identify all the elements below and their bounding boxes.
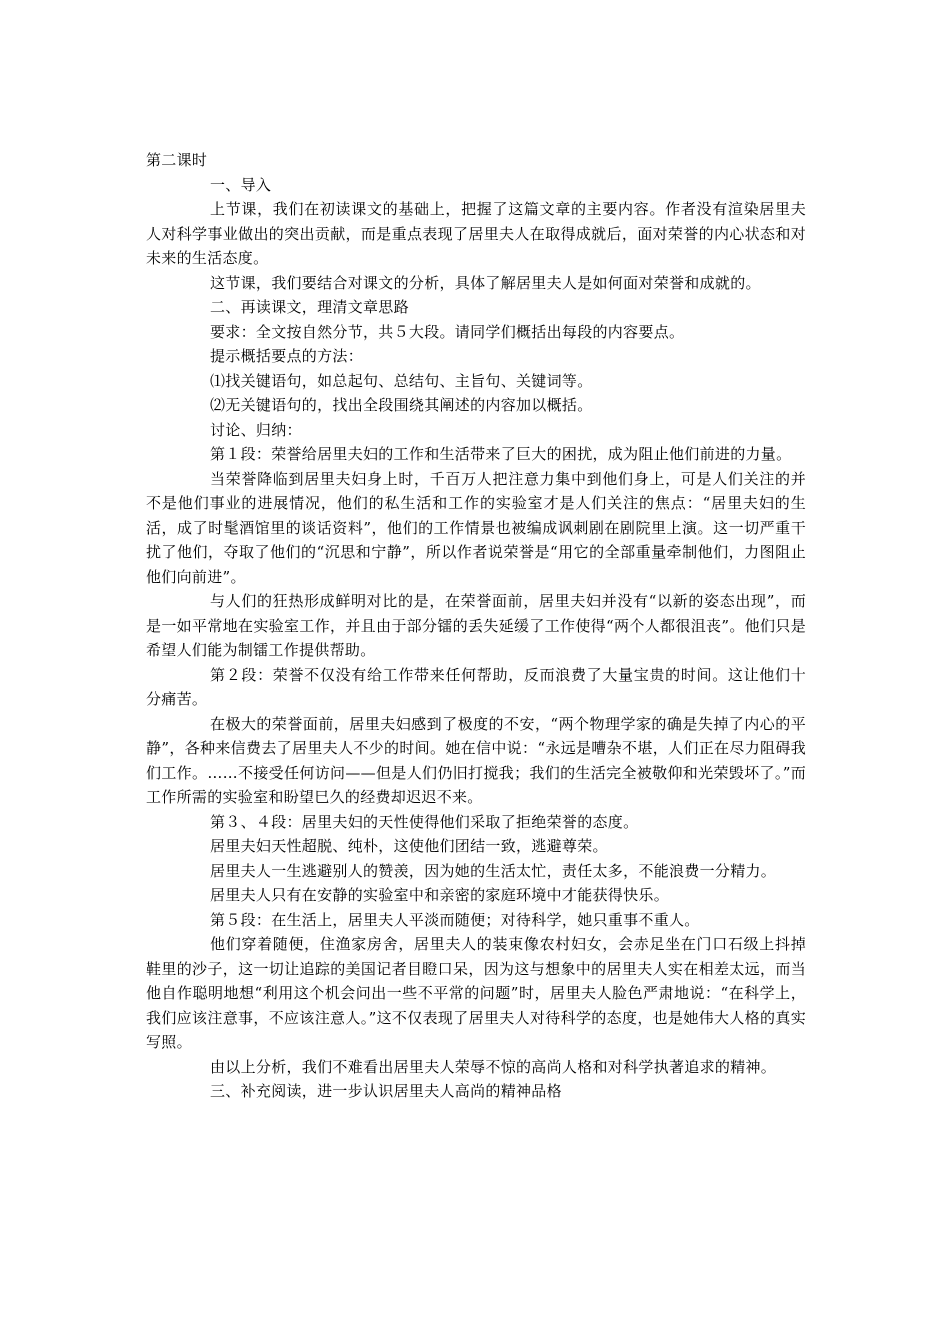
document-body bbox=[146, 148, 806, 1104]
lesson-title: 第二课时 bbox=[146, 151, 208, 169]
paragraph: 居里夫妇天性超脱、纯朴，这使他们团结一致，逃避尊荣。 bbox=[210, 837, 608, 855]
section-heading-supplement: 三、补充阅读，进一步认识居里夫人高尚的精神品格 bbox=[210, 1082, 562, 1100]
paragraph: 第１段：荣誉给居里夫妇的工作和生活带来了巨大的困扰，成为阻止他们前进的力量。 bbox=[210, 445, 792, 463]
paragraph: 第５段：在生活上，居里夫人平淡而随便；对待科学，她只重事不重人。 bbox=[210, 910, 700, 929]
paragraph: 讨论、归纳： bbox=[210, 420, 302, 439]
paragraph: 上节课，我们在初读课文的基础上，把握了这篇文章的主要内容。作者没有渲染居里夫人对科学事业做出的突出贡献，而是重点表现了居里夫人在取得成就后，面对荣誉的内心状态和对未来的生活态度。 bbox=[146, 200, 806, 267]
paragraph: 在极大的荣誉面前，居里夫妇感到了极度的不安，“两个物理学家的确是失掉了内心的平静”，各种来信费去了居里夫人不少的时间。她在信中说：“永远是嘈杂不堪，人们正在尽力阻碍我们工作。……不接受任何访问——但是人们仍旧打搅我；我们的生活完全被敬仰和光荣毁坏了。”而工作所需的实验室和盼望巳久的经费却迟迟不来。 bbox=[146, 714, 806, 806]
list-item: ⑵无关键语句的，找出全段围绕其阐述的内容加以概括。 bbox=[210, 396, 593, 414]
section-heading-intro: 一、导入 bbox=[210, 175, 272, 194]
section-heading-reread: 二、再读课文，理清文章思路 bbox=[210, 298, 409, 316]
paragraph: 第２段：荣誉不仅没有给工作带来任何帮助，反而浪费了大量宝贵的时间。这让他们十分痛苦。 bbox=[146, 665, 806, 708]
paragraph: 提示概括要点的方法： bbox=[210, 347, 364, 365]
list-item: ⑴找关键语句，如总起句、总结句、主旨句、关键词等。 bbox=[210, 371, 593, 390]
paragraph: 由以上分析，我们不难看出居里夫人荣辱不惊的高尚人格和对科学执著追求的精神。 bbox=[210, 1057, 777, 1076]
paragraph: 当荣誉降临到居里夫妇身上时，千百万人把注意力集中到他们身上，可是人们关注的并不是他们事业的进展情况，他们的私生活和工作的实验室才是人们关注的焦点：“居里夫妇的生活，成了时髦酒馆里的谈话资料”，他们的工作情景也被编成讽刺剧在剧院里上演。这一切严重干扰了他们，夺取了他们的“沉思和宁静”，所以作者说荣誉是“用它的全部重量牵制他们，力图阻止他们向前进”。 bbox=[146, 469, 806, 586]
paragraph: 与人们的狂热形成鲜明对比的是，在荣誉面前，居里夫妇并没有“以新的姿态出现”，而是一如平常地在实验室工作，并且由于部分镭的丢失延缓了工作使得“两个人都很沮丧”。他们只是希望人们能为制镭工作提供帮助。 bbox=[146, 592, 806, 659]
paragraph: 他们穿着随便，住渔家房舍，居里夫人的装束像农村妇女，会赤足坐在门口石级上抖掉鞋里的沙子，这一切让追踪的美国记者目瞪口呆，因为这与想象中的居里夫人实在相差太远，而当他自作聪明地想“利用这个机会问出一些不平常的问题”时，居里夫人脸色严肃地说：“在科学上，我们应该注意事，不应该注意人。”这不仅表现了居里夫人对待科学的态度，也是她伟大人格的真实写照。 bbox=[146, 935, 806, 1051]
paragraph: 第３、４段：居里夫妇的天性使得他们采取了拒绝荣誉的态度。 bbox=[210, 812, 639, 831]
paragraph: 居里夫人一生逃避别人的赞羡，因为她的生活太忙，责任太多，不能浪费一分精力。 bbox=[210, 861, 777, 880]
paragraph: 要求：全文按自然分节，共５大段。请同学们概括出每段的内容要点。 bbox=[210, 322, 685, 341]
paragraph: 居里夫人只有在安静的实验室中和亲密的家庭环境中才能获得快乐。 bbox=[210, 886, 670, 904]
paragraph: 这节课，我们要结合对课文的分析，具体了解居里夫人是如何面对荣誉和成就的。 bbox=[210, 273, 761, 292]
